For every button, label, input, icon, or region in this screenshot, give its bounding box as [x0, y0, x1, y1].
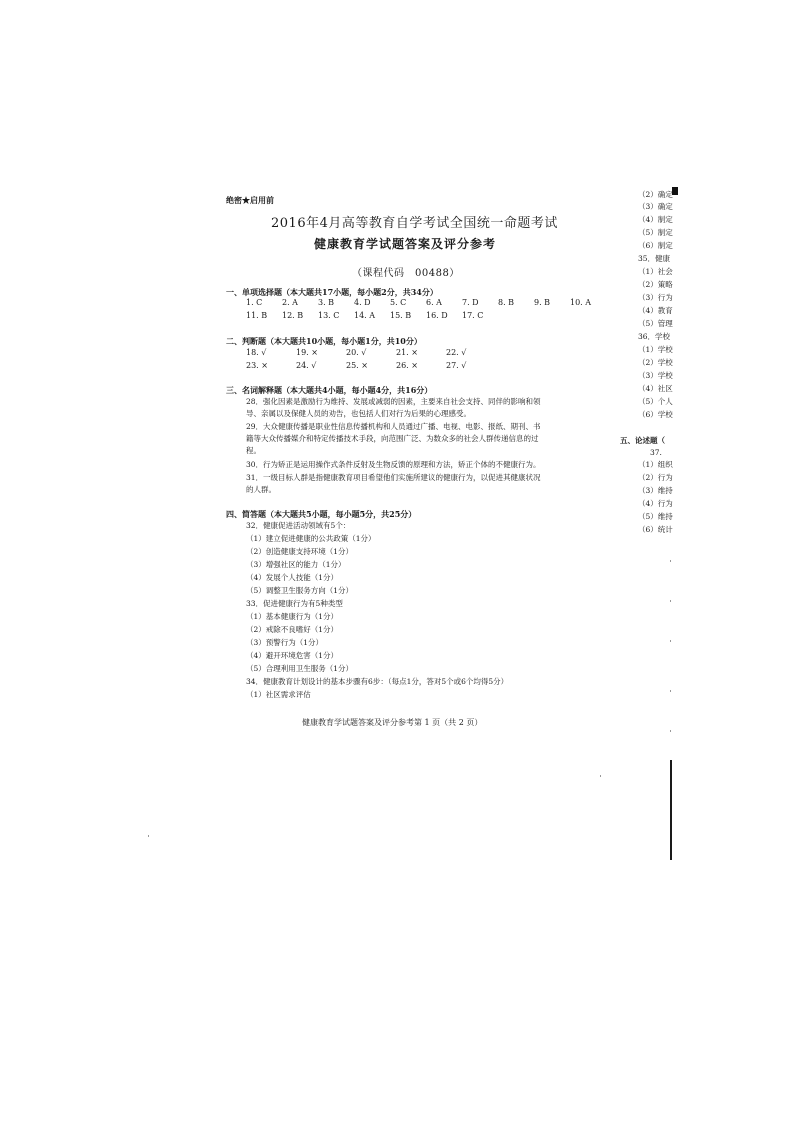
short-answer-line: （5）调整卫生服务方向（1分） [246, 586, 354, 595]
answer-item: 24. √ [296, 361, 317, 370]
answer-item: 6. A [426, 298, 442, 307]
right-line: （3）维持 [638, 486, 673, 495]
short-answer-line: 33．促进健康行为有5种类型 [246, 599, 343, 608]
section2-heading: 二、判断题（本大题共10小题，每小题1分，共10分） [226, 336, 422, 346]
secret-label: 绝密★启用前 [226, 195, 274, 205]
document-subtitle: 健康教育学试题答案及评分参考 [314, 237, 497, 251]
right-line: （6）统计 [638, 525, 673, 534]
right-line: （1）组织 [638, 460, 673, 469]
right-line: （1）社会 [638, 267, 673, 276]
right-line: （5）维持 [638, 512, 673, 521]
right-line: （6）学校 [638, 410, 673, 419]
right-line: （3）学校 [638, 371, 673, 380]
right-line: （4）社区 [638, 384, 673, 393]
answer-item: 4. D [354, 298, 371, 307]
short-answer-line: （1）社区需求评估 [246, 690, 311, 699]
right-line: （4）制定 [638, 215, 673, 224]
answer-item: 25. × [346, 361, 368, 370]
answer-item: 9. B [534, 298, 551, 307]
course-code: （课程代码 00488） [352, 268, 460, 279]
short-answer-line: （1）基本健康行为（1分） [246, 612, 339, 621]
short-answer-line: （2）创造健康支持环境（1分） [246, 547, 354, 556]
right-line: （5）管理 [638, 319, 673, 328]
answer-item: 16. D [426, 311, 448, 320]
right-line: （2）确定 [638, 190, 673, 199]
answer-item: 20. √ [346, 348, 367, 357]
short-answer-line: （5）合理利用卫生服务（1分） [246, 664, 354, 673]
right-line: 36．学校 [638, 332, 671, 341]
right-line: （5）个人 [638, 397, 673, 406]
answer-item: 23. × [246, 361, 268, 370]
answer-item: 2. A [282, 298, 298, 307]
answer-sheet-page [226, 192, 614, 737]
section3-heading: 三、名词解释题（本大题共4小题，每小题4分，共16分） [226, 385, 433, 395]
definition-line: 31．一级目标人群是指健康教育项目希望他们实施所建议的健康行为，以促进其健康状况 [246, 473, 541, 482]
short-answer-line: （1）建立促进健康的公共政策（1分） [246, 534, 376, 543]
right-line: （2）学校 [638, 358, 673, 367]
answer-item: 27. √ [446, 361, 467, 370]
definition-line: 籍等大众传播媒介和特定传播技术手段，向范围广泛、为数众多的社会人群传递信息的过 [246, 434, 539, 443]
right-line: （1）学校 [638, 345, 673, 354]
answer-item: 8. B [498, 298, 515, 307]
answer-item: 21. × [396, 348, 418, 357]
definition-line: 29．大众健康传播是职业性信息传播机构和人员通过广播、电视、电影、报纸、期刊、书 [246, 422, 541, 431]
short-answer-line: （4）避开环境危害（1分） [246, 651, 339, 660]
right-line: （2）策略 [638, 280, 673, 289]
answer-item: 17. C [462, 311, 484, 320]
answer-item: 22. √ [446, 348, 467, 357]
page-footer: 健康教育学试题答案及评分参考第 1 页（共 2 页） [302, 718, 483, 727]
right-line: （5）制定 [638, 228, 673, 237]
scan-edge-bar [670, 760, 672, 860]
definition-line: 28．强化因素是激励行为维持、发展或减弱的因素，主要来自社会支持、同伴的影响和领 [246, 397, 541, 406]
scan-speck [670, 600, 671, 602]
right-line: （3）行为 [638, 293, 673, 302]
scan-speck [148, 835, 149, 837]
short-answer-line: （4）发展个人技能（1分） [246, 573, 339, 582]
short-answer-line: （3）增强社区的能力（1分） [246, 560, 346, 569]
short-answer-line: （3）预警行为（1分） [246, 638, 324, 647]
definition-line: 的人群。 [246, 485, 276, 494]
answer-item: 7. D [462, 298, 479, 307]
section2-row1 [246, 348, 466, 358]
scan-speck [670, 560, 671, 562]
answer-item: 14. A [354, 311, 376, 320]
right-line: （6）制定 [638, 241, 673, 250]
section1-row1 [246, 298, 591, 308]
scan-speck [600, 775, 601, 777]
answer-item: 3. B [318, 298, 335, 307]
question-37: 37. [650, 448, 662, 457]
short-answer-line: 34．健康教育计划设计的基本步骤有6步：（每点1分，答对5个或6个均得5分） [246, 677, 509, 686]
next-page-column-2 [638, 460, 683, 540]
answer-item: 13. C [318, 311, 340, 320]
definition-line: 导、亲属以及保健人员的劝告，也包括人们对行为后果的心理感受。 [246, 409, 471, 418]
answer-item: 12. B [282, 311, 304, 320]
answer-item: 19. × [296, 348, 318, 357]
answer-item: 11. B [246, 311, 268, 320]
definition-line: 30．行为矫正是运用操作式条件反射及生物反馈的原理和方法，矫正个体的不健康行为。 [246, 460, 541, 469]
scan-speck [670, 640, 671, 642]
section1-heading: 一、单项选择题（本大题共17小题，每小题2分，共34分） [226, 287, 438, 297]
short-answer-line: （2）戒除不良嗜好（1分） [246, 625, 339, 634]
answer-item: 1. C [246, 298, 263, 307]
section1-row2 [246, 311, 483, 321]
answer-item: 18. √ [246, 348, 267, 357]
right-line: 35．健康 [638, 254, 671, 263]
answer-item: 26. × [396, 361, 418, 370]
short-answer-line: 32．健康促进活动领域有5个： [246, 521, 351, 530]
answer-item: 5. C [390, 298, 407, 307]
answer-item: 10. A [570, 298, 592, 307]
right-line: （4）教育 [638, 306, 673, 315]
right-line: （4）行为 [638, 499, 673, 508]
definition-line: 程。 [246, 446, 261, 455]
right-line: （2）行为 [638, 473, 673, 482]
right-line: （3）确定 [638, 202, 673, 211]
section5-heading: 五、论述题（ [620, 436, 665, 445]
scan-speck [670, 730, 671, 732]
section2-row2 [246, 361, 466, 371]
section4-heading: 四、简答题（本大题共5小题，每小题5分，共25分） [226, 509, 417, 519]
exam-title: 2016年4月高等教育自学考试全国统一命题考试 [271, 216, 558, 231]
scan-speck [670, 690, 671, 692]
answer-item: 15. B [390, 311, 412, 320]
